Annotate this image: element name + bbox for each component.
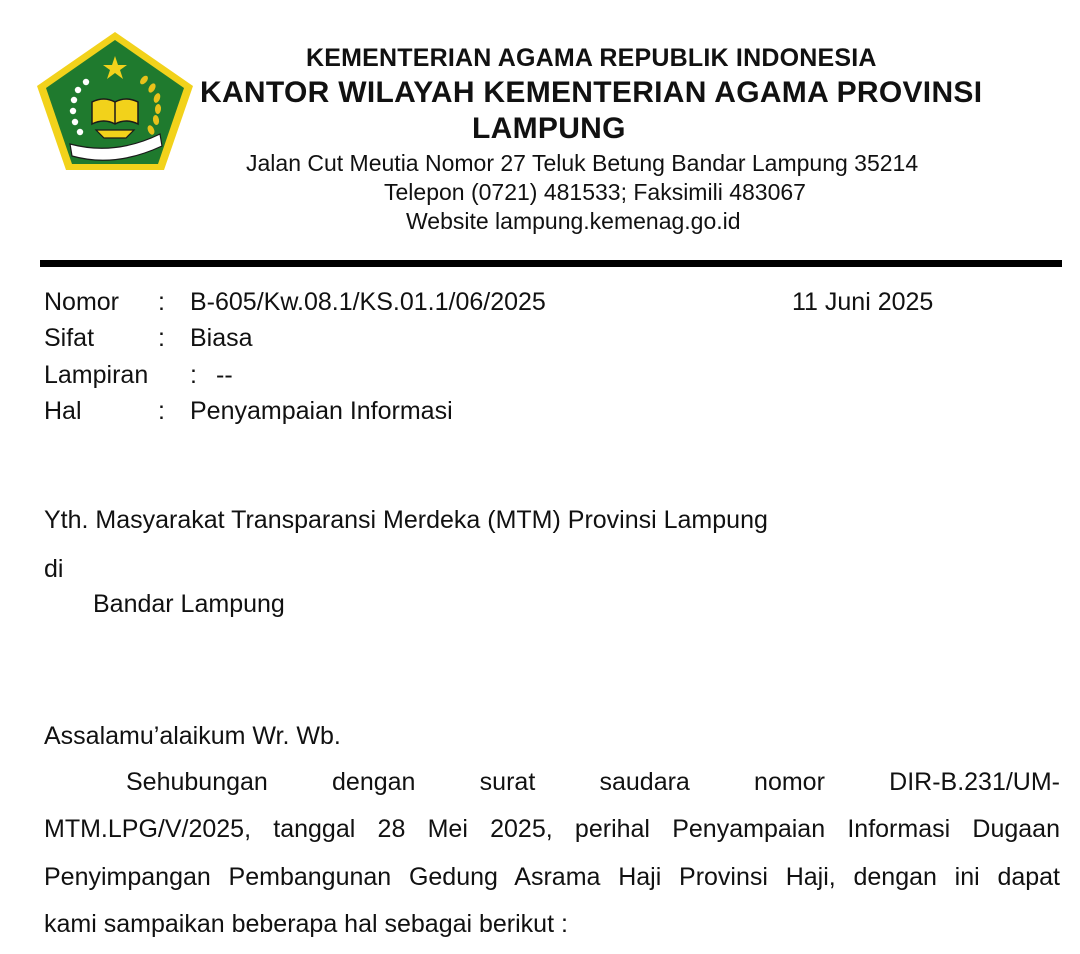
meta-colon: : bbox=[158, 288, 165, 316]
kemenag-logo bbox=[34, 30, 196, 172]
ministry-name: KEMENTERIAN AGAMA REPUBLIK INDONESIA bbox=[306, 44, 877, 72]
body-line: Penyimpangan Pembangunan Gedung Asrama Haji Provinsi Haji, dengan ini dapat bbox=[44, 863, 1060, 891]
recipient-name: Yth. Masyarakat Transparansi Merdeka (MTM) Provinsi Lampung bbox=[44, 506, 768, 534]
meta-value: Penyampaian Informasi bbox=[190, 397, 453, 425]
meta-colon: : bbox=[158, 397, 165, 425]
letterhead-divider bbox=[40, 260, 1062, 267]
office-website: Website lampung.kemenag.go.id bbox=[406, 208, 741, 234]
greeting: Assalamu’alaikum Wr. Wb. bbox=[44, 722, 341, 750]
recipient-di: di bbox=[44, 555, 64, 583]
letter-date: 11 Juni 2025 bbox=[792, 288, 934, 316]
office-address: Jalan Cut Meutia Nomor 27 Teluk Betung Bandar Lampung 35214 bbox=[246, 150, 919, 176]
meta-value: Biasa bbox=[190, 324, 253, 352]
office-phone: Telepon (0721) 481533; Faksimili 483067 bbox=[384, 179, 806, 205]
meta-label: Hal bbox=[44, 397, 82, 425]
meta-value: -- bbox=[216, 361, 233, 389]
meta-colon: : bbox=[190, 361, 197, 389]
body-line: kami sampaikan beberapa hal sebagai berikut : bbox=[44, 910, 568, 938]
office-name-line2: LAMPUNG bbox=[472, 112, 626, 145]
meta-label: Sifat bbox=[44, 324, 95, 352]
recipient-city: Bandar Lampung bbox=[93, 590, 285, 618]
meta-label: Lampiran bbox=[44, 361, 149, 389]
body-line: MTM.LPG/V/2025, tanggal 28 Mei 2025, perihal Penyampaian Informasi Dugaan bbox=[44, 815, 1060, 843]
body-line: Sehubungan dengan surat saudara nomor DIR-B.231/UM- bbox=[126, 768, 1060, 796]
meta-value: B-605/Kw.08.1/KS.01.1/06/2025 bbox=[190, 288, 546, 316]
meta-label: Nomor bbox=[44, 288, 120, 316]
meta-colon: : bbox=[158, 324, 165, 352]
office-name-line1: KANTOR WILAYAH KEMENTERIAN AGAMA PROVINSI bbox=[200, 76, 983, 109]
